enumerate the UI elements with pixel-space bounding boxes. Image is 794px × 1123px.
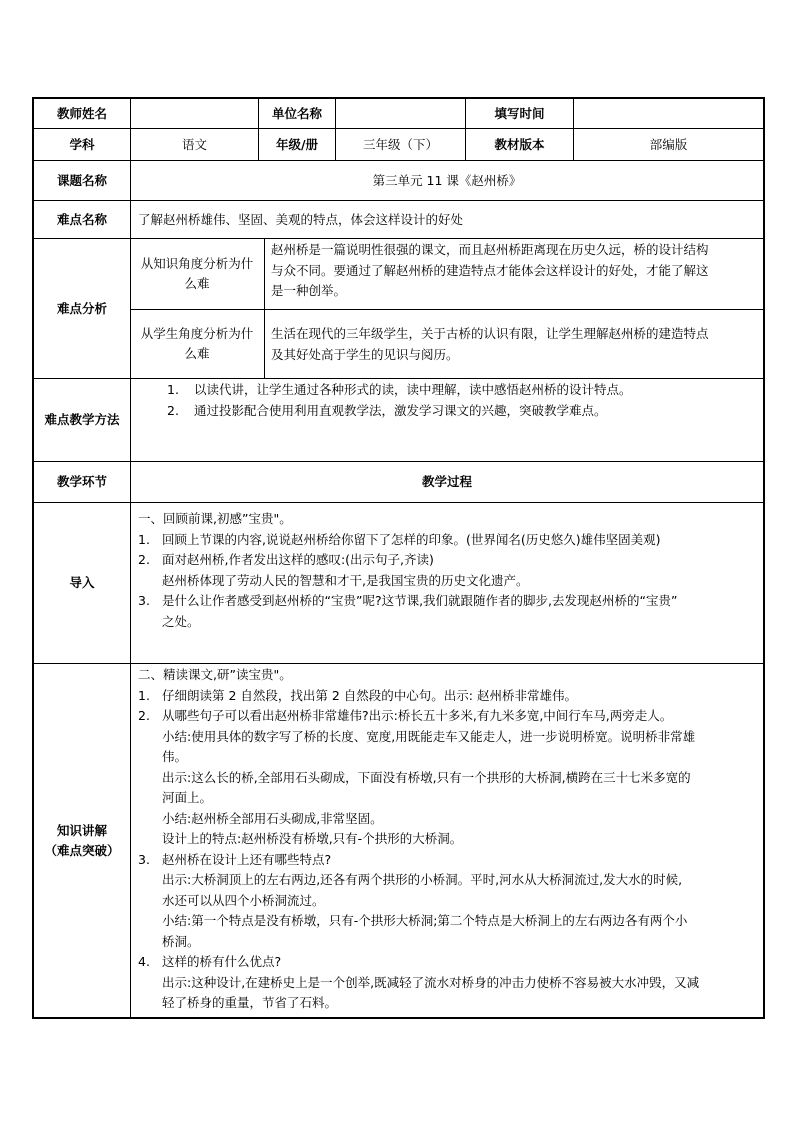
text-line: 设计上的特点:赵州桥没有桥墩,只有-个拱形的大桥洞。: [162, 831, 463, 846]
process-header: 教学过程: [421, 474, 472, 489]
list-item: 3. 赵州桥在设计上还有哪些特点?: [138, 851, 332, 867]
method-label: 难点教学方法: [44, 412, 120, 427]
lesson-plan-table: [32, 97, 765, 1019]
section-heading: 一、回顾前课,初感”宝贵"。: [138, 511, 292, 526]
text-line: 水还可以从四个小桥洞流过。: [162, 892, 325, 908]
list-item: 2. 通过投影配合使用利用直观教学法，激发学习课文的兴趣，突破教学难点。: [167, 402, 607, 418]
row-divider: [34, 378, 763, 379]
list-item-continuation: 之处。: [162, 613, 200, 629]
knowledge-text: [138, 665, 763, 1014]
text-line: 小结:第一个特点是没有桥墩，只有-个拱形大桥洞;第二个特点是大桥洞上的左右两边各有两个小: [162, 913, 688, 928]
list-item: 3. 是什么让作者感受到赵州桥的“宝贵”呢?这节课,我们就跟随作者的脚步,去发现赵州桥的“宝贵”: [138, 593, 678, 608]
text-line: 桥洞。: [162, 933, 200, 949]
quote-line: 赵州桥体现了劳动人民的智慧和才干,是我国宝贵的历史文化遗产。: [162, 572, 529, 588]
subject-value: 语文: [181, 136, 207, 152]
col-divider: [264, 238, 265, 378]
row-divider: [34, 502, 763, 503]
stage-header: 教学环节: [56, 474, 107, 489]
text-line: 出示:这么长的桥,全部用石头砌成，下面没有桥墩,只有一个拱形的大桥洞,横跨在三十七米多宽的: [162, 769, 691, 785]
intro-text: [138, 509, 763, 632]
unit-name-label: 单位名称: [271, 105, 322, 121]
knowledge-angle-label: 从知识角度分析为什么难: [140, 256, 254, 291]
knowledge-label-line: （难点突破）: [44, 842, 120, 858]
student-angle-text: [271, 324, 763, 365]
list-item: 1. 以读代讲，让学生通过各种形式的读，读中理解，读中感悟赵州桥的设计特点。: [167, 382, 632, 397]
text-line: 伟。: [162, 749, 188, 764]
row-divider: [34, 663, 763, 664]
intro-label: 导入: [69, 575, 95, 590]
text-line: 赵州桥是一篇说明性很强的课文，而且赵州桥距离现在历史久远，桥的设计结构: [271, 242, 709, 257]
col-divider: [130, 99, 131, 1017]
list-item: 2. 面对赵州桥,作者发出这样的感叹:(出示句子,齐读): [138, 552, 434, 567]
text-line: 出示:大桥洞顶上的左右两边,还各有两个拱形的小桥洞。平时,河水从大桥洞流过,发大水的时候,: [162, 872, 683, 887]
method-list: [167, 380, 763, 421]
knowledge-label-line: 知识讲解: [56, 822, 107, 838]
edition-label: 教材版本: [494, 136, 545, 152]
edition-value: 部编版: [649, 136, 688, 152]
difficulty-label: 难点名称: [56, 211, 107, 227]
fill-date-value: [574, 99, 763, 128]
subject-label: 学科: [69, 136, 95, 152]
grade-label: 年级/册: [275, 136, 319, 152]
difficulty-value: 了解赵州桥雄伟、坚固、美观的特点，体会这样设计的好处: [138, 211, 464, 227]
text-line: 生活在现代的三年级学生，关于古桥的认识有限，让学生理解赵州桥的建造特点: [271, 326, 709, 341]
list-item: 2. 从哪些句子可以看出赵州桥非常雄伟?出示:桥长五十多米,有九米多宽,中间行车马,两旁走人。: [138, 708, 673, 723]
analysis-label: 难点分析: [56, 300, 107, 316]
text-line: 与众不同。要通过了解赵州桥的建造特点才能体会这样设计的好处，才能了解这: [271, 262, 709, 278]
fill-date-label: 填写时间: [494, 105, 545, 121]
grade-value: 三年级（下）: [362, 136, 438, 152]
text-line: 轻了桥身的重量，节省了石料。: [162, 995, 338, 1010]
teacher-name-value: [131, 99, 258, 128]
text-line: 及其好处高于学生的见识与阅历。: [271, 346, 459, 362]
knowledge-angle-text: [271, 240, 763, 302]
list-item: 1. 仔细朗读第 2 自然段，找出第 2 自然段的中心句。出示: 赵州桥非常雄伟。: [138, 687, 577, 703]
text-line: 小结:使用具体的数字写了桥的长度、宽度,用既能走车又能走人，进一步说明桥宽。说明桥非常雄: [162, 728, 696, 744]
list-item: 4. 这样的桥有什么优点?: [138, 954, 282, 969]
lesson-title-label: 课题名称: [56, 172, 107, 188]
list-item: 1. 回顾上节课的内容,说说赵州桥给你留下了怎样的印象。(世界闻名(历史悠久)雄伟坚固美观): [138, 531, 661, 547]
student-angle-label: 从学生角度分析为什么难: [140, 326, 254, 361]
section-heading: 二、精读课文,研”读宝贵"。: [138, 667, 292, 682]
teacher-name-label: 教师姓名: [56, 105, 107, 121]
text-line: 是一种创举。: [271, 283, 347, 298]
knowledge-label: [34, 664, 130, 1017]
text-line: 小结:赵州桥全部用石头砌成,非常坚固。: [162, 810, 383, 826]
lesson-title-value: 第三单元 11 课《赵州桥》: [372, 172, 522, 188]
unit-name-value: [336, 99, 465, 128]
text-line: 出示:这种设计,在建桥史上是一个创举,既减轻了流水对桥身的冲击力使桥不容易被大水冲毁，又减: [162, 974, 700, 990]
text-line: 河面上。: [162, 790, 213, 805]
